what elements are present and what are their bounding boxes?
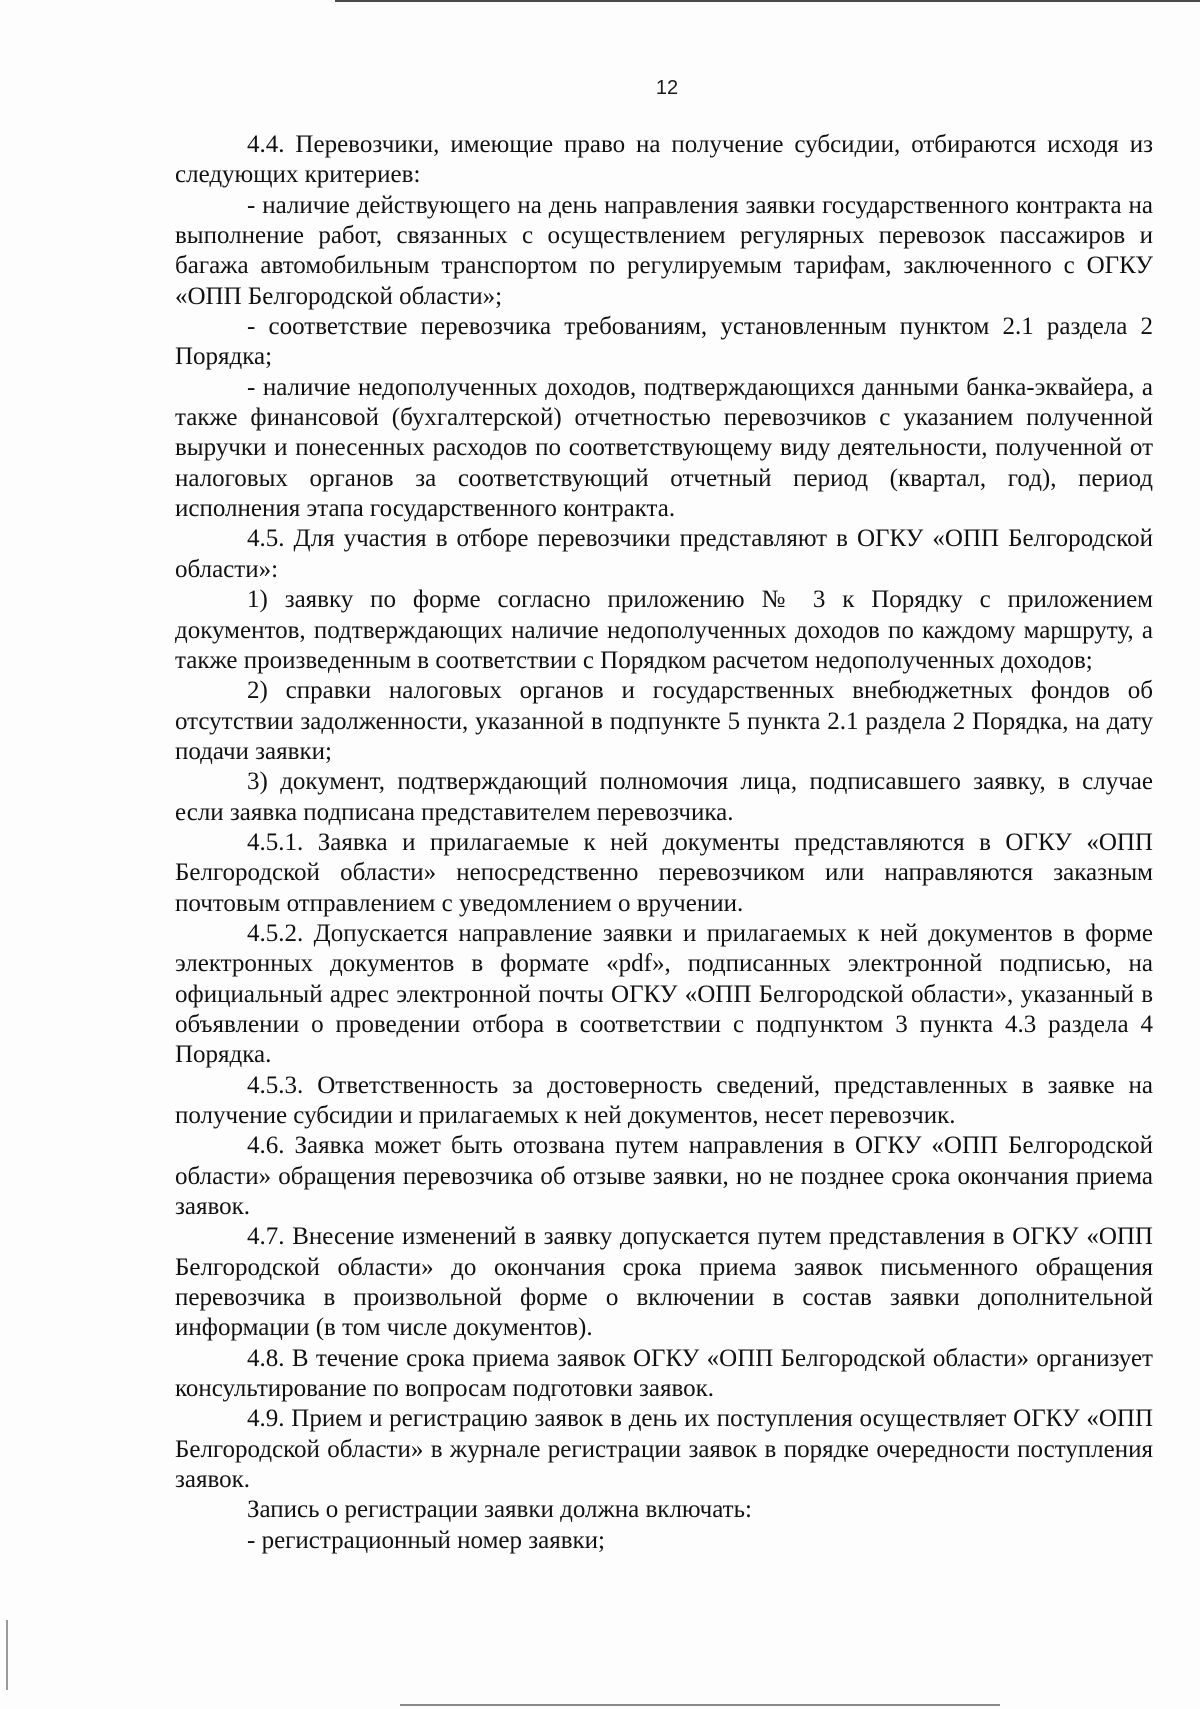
paragraph-4-5: 4.5. Для участия в отборе перевозчики представляют в ОГКУ «ОПП Белгородской области»: bbox=[175, 525, 1153, 583]
registration-record-intro: Запись о регистрации заявки должна включать: bbox=[247, 1496, 752, 1524]
document-body bbox=[175, 130, 1153, 1556]
paragraph-4-5-1: 4.5.1. Заявка и прилагаемые к ней документы представляются в ОГКУ «ОПП Белгородской области» непосредственно перевозчиком или направляются заказным почтовым отправлением с уведомлением о вручении. bbox=[175, 828, 1153, 917]
paragraph-4-6: 4.6. Заявка может быть отозвана путем направления в ОГКУ «ОПП Белгородской области» обращения перевозчика об отзыве заявки, но не позднее срока окончания приема заявок. bbox=[175, 1132, 1153, 1221]
item-2-tax-certificates: 2) справки налоговых органов и государственных внебюджетных фондов об отсутствии задолженности, указанной в подпункте 5 пункта 2.1 раздела 2 Порядка, на дату подачи заявки; bbox=[175, 677, 1153, 765]
scan-edge-top bbox=[335, 0, 1200, 2]
criterion-lost-income: - наличие недополученных доходов, подтверждающихся данными банка-эквайера, а также финансовой (бухгалтерской) отчетностью перевозчиков с указанием полученной выручки и понесенных расходов по соответствующему виду деятельности, полученной от налоговых органов за соответствующий отчетный период (квартал, год), период исполнения этапа государственного контракта. bbox=[175, 373, 1153, 523]
scan-edge-bottom bbox=[400, 1704, 1000, 1706]
registration-number-item: - регистрационный номер заявки; bbox=[247, 1526, 605, 1554]
page-number: 12 bbox=[655, 77, 679, 99]
criterion-contract: - наличие действующего на день направления заявки государственного контракта на выполнение работ, связанных с осуществлением регулярных перевозок пассажиров и багажа автомобильным транспортом по регулируемым тарифам, заключенного с ОГКУ «ОПП Белгородской области»; bbox=[175, 191, 1153, 310]
item-1-application: 1) заявку по форме согласно приложению № 3 к Порядку с приложением документов, подтверждающих наличие недополученных доходов по каждому маршруту, а также произведенным в соответствии с Порядком расчетом недополученных доходов; bbox=[175, 586, 1153, 674]
scan-edge-left bbox=[6, 1620, 8, 1690]
criterion-requirements: - соответствие перевозчика требованиям, установленным пунктом 2.1 раздела 2 Порядка; bbox=[175, 313, 1153, 371]
paragraph-4-5-3: 4.5.3. Ответственность за достоверность сведений, представленных в заявке на получение субсидии и прилагаемых к ней документов, несет перевозчик. bbox=[175, 1071, 1153, 1129]
paragraph-4-7: 4.7. Внесение изменений в заявку допускается путем представления в ОГКУ «ОПП Белгородской области» до окончания срока приема заявок письменного обращения перевозчика в произвольной форме о включении в состав заявки дополнительной информации (в том числе документов). bbox=[175, 1223, 1153, 1342]
paragraph-4-5-2: 4.5.2. Допускается направление заявки и прилагаемых к ней документов в форме электронных документов в формате «pdf», подписанных электронной подписью, на официальный адрес электронной почты ОГКУ «ОПП Белгородской области», указанный в объявлении о проведении отбора в соответствии с подпунктом 3 пункта 4.3 раздела 4 Порядка. bbox=[175, 919, 1153, 1069]
paragraph-4-4: 4.4. Перевозчики, имеющие право на получение субсидии, отбираются исходя из следующих критериев: bbox=[175, 131, 1153, 189]
paragraph-4-8: 4.8. В течение срока приема заявок ОГКУ «ОПП Белгородской области» организует консультирование по вопросам подготовки заявок. bbox=[175, 1344, 1153, 1403]
item-3-authority-document: 3) документ, подтверждающий полномочия лица, подписавшего заявку, в случае если заявка подписана представителем перевозчика. bbox=[175, 768, 1153, 826]
paragraph-4-9: 4.9. Прием и регистрацию заявок в день их поступления осуществляет ОГКУ «ОПП Белгородской области» в журнале регистрации заявок в порядке очередности поступления заявок. bbox=[175, 1405, 1153, 1494]
